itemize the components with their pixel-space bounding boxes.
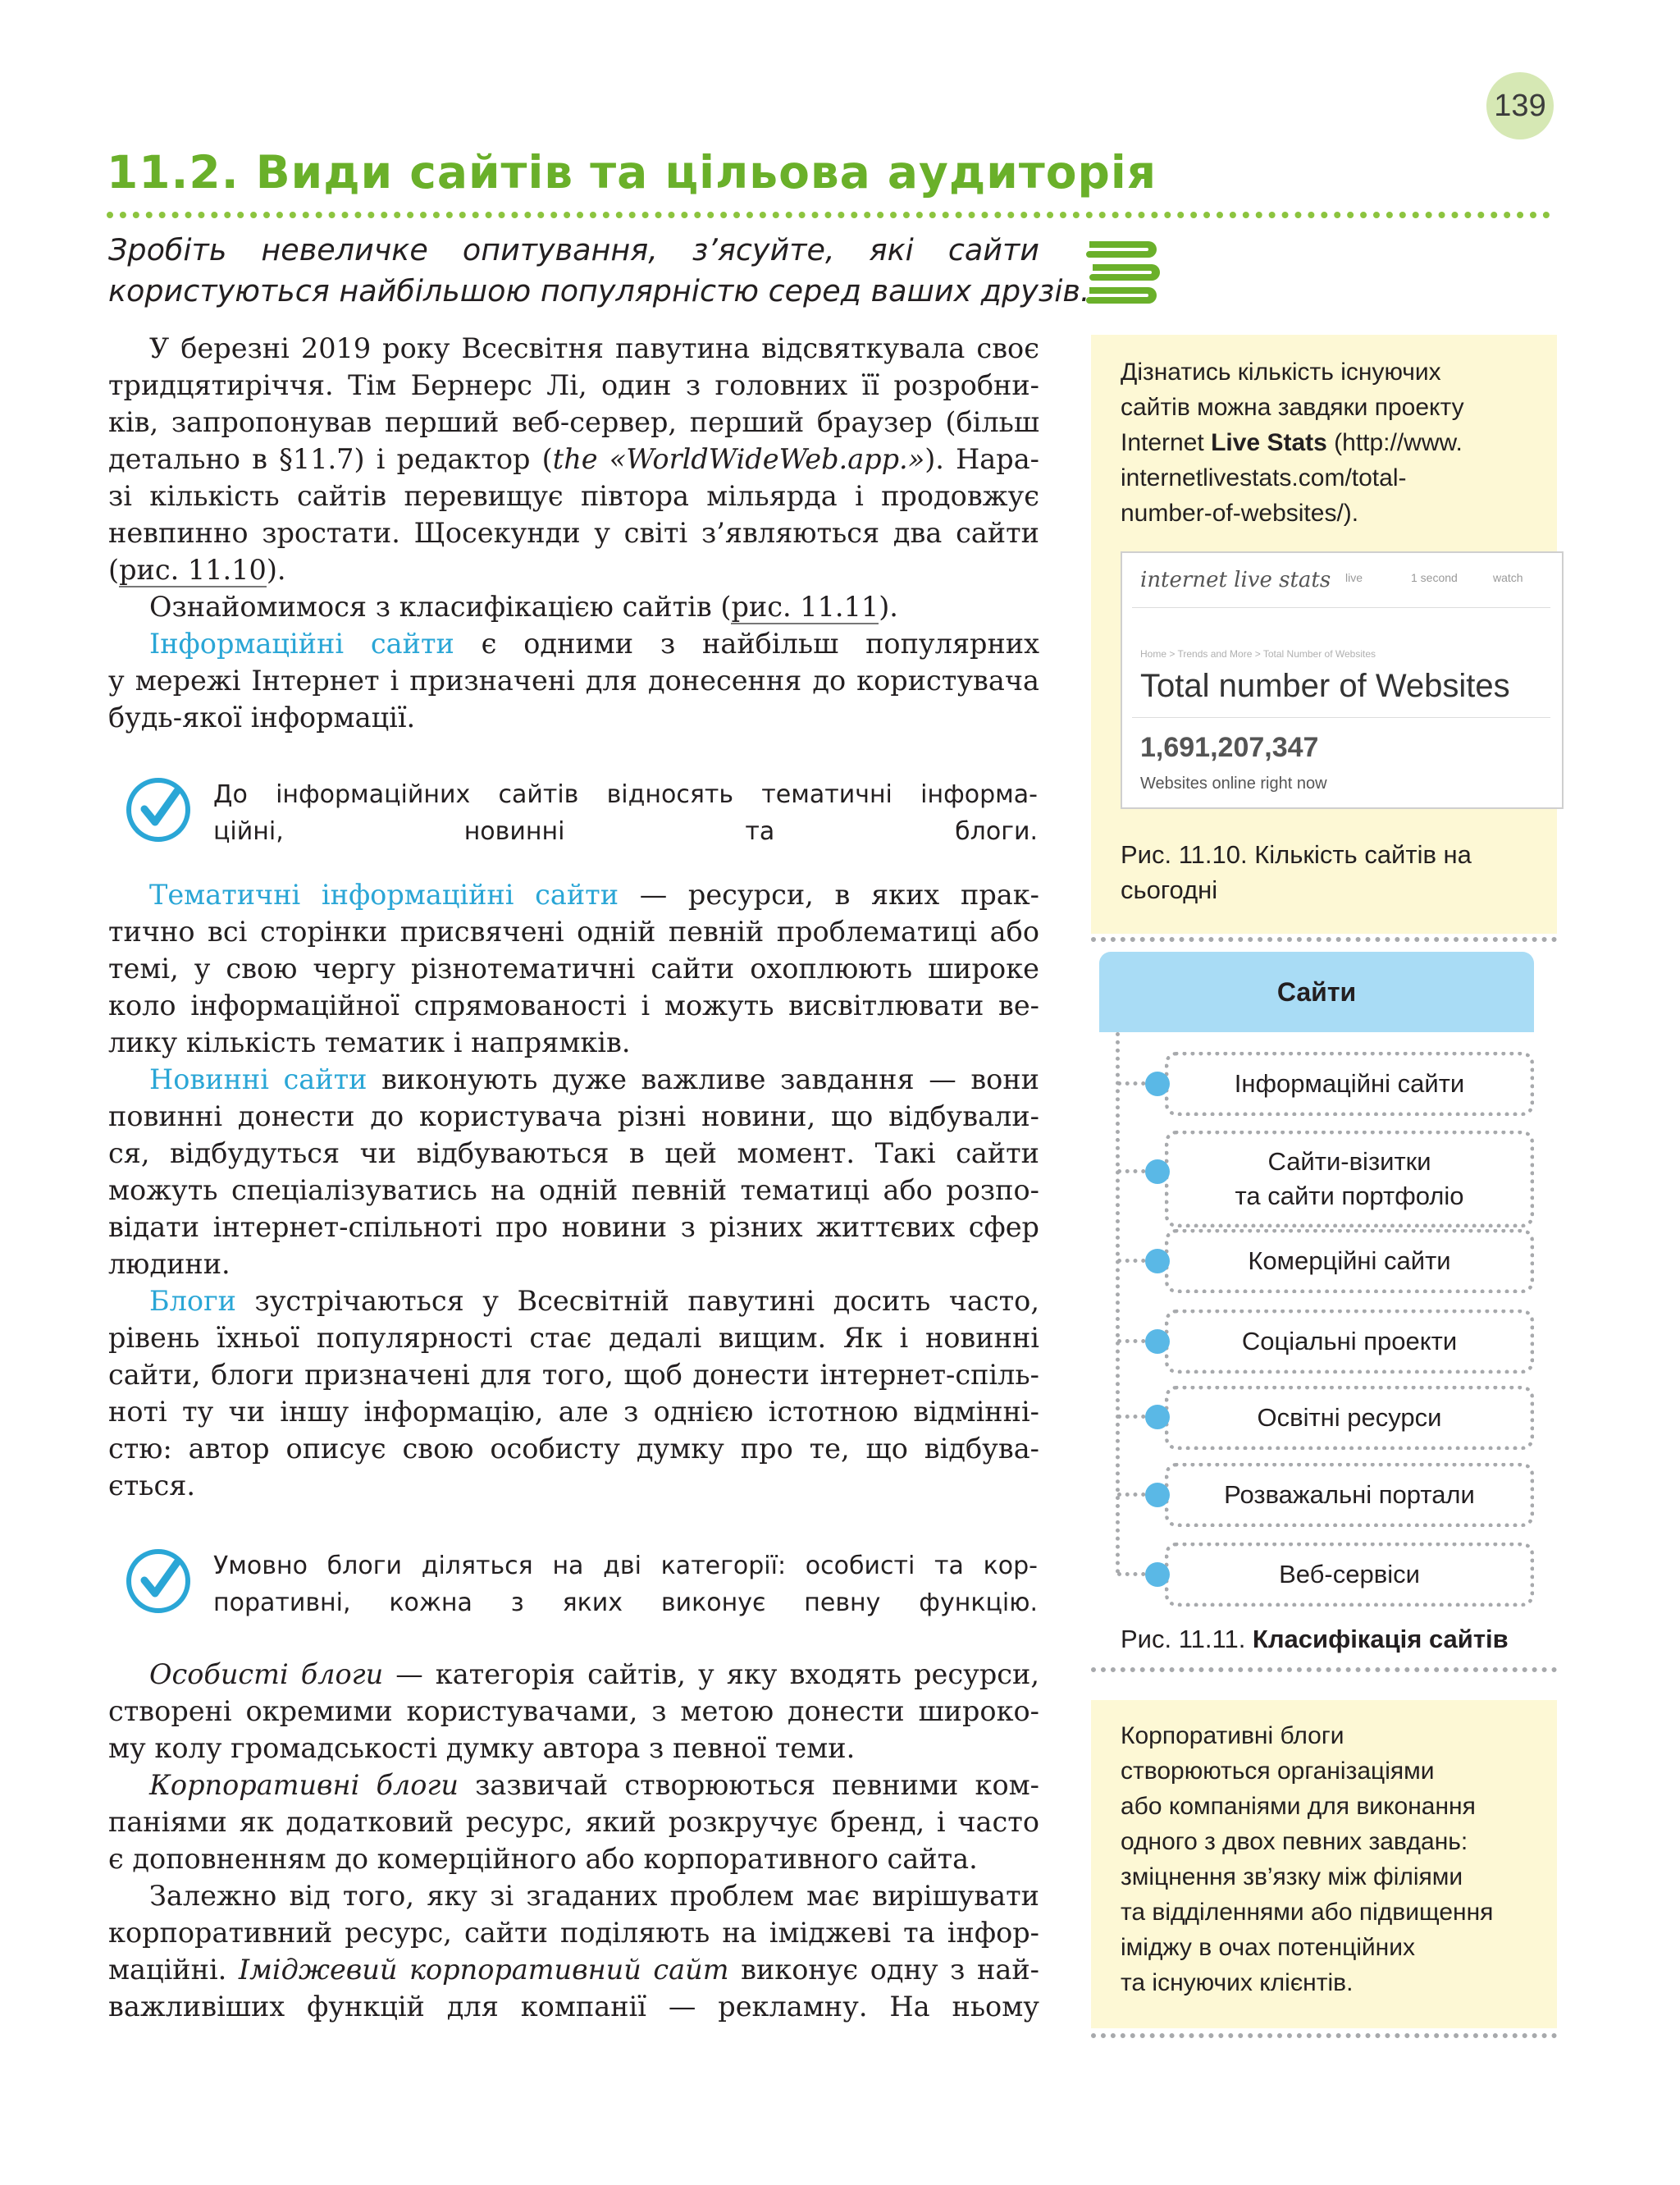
text-line xyxy=(108,1282,1039,1319)
books-icon xyxy=(1083,231,1165,313)
paragraph-info-sites xyxy=(108,625,1039,736)
text-line: коло інформаційної спрямованості і можуть висвітлювати ве- xyxy=(108,990,1039,1022)
text-span: ). xyxy=(879,591,898,623)
term-news-sites: Новинні сайти xyxy=(149,1063,368,1095)
term-info-sites: Інформаційні сайти xyxy=(149,628,454,660)
divider xyxy=(1132,607,1550,608)
text-line: тично всі сторінки присвячені одній певній проблематиці або xyxy=(108,916,1039,948)
figure-ref-1011[interactable]: рис. 11.11 xyxy=(731,591,879,623)
text-line: іміджу в очах потенційних xyxy=(1121,1934,1416,1961)
paragraph-personal-blogs xyxy=(108,1656,1039,1767)
text-line: темі, у свою чергу різнотематичні сайти охоплюють широке xyxy=(108,953,1039,985)
diagram-header: Сайти xyxy=(1099,952,1534,1032)
dotted-divider xyxy=(1091,937,1557,942)
text-line: важливіших функцій для компанії — рекламну. На ньому xyxy=(108,1991,1039,2023)
item-label: та сайти портфоліо xyxy=(1235,1182,1464,1210)
text-line: та існуючих клієнтів. xyxy=(1121,1969,1354,1996)
text-line: сайтів можна завдяки проекту xyxy=(1121,394,1464,421)
text-line: паніями як додатковий ресурс, який розкручує бренд, і часто xyxy=(108,1806,1039,1838)
text-line xyxy=(108,588,1039,625)
item-label: Освітні ресурси xyxy=(1257,1403,1442,1432)
diagram-bullet xyxy=(1145,1405,1170,1429)
text-span: — категорія сайтів, у яку входять ресурси, xyxy=(383,1658,1039,1690)
text-span: ). xyxy=(266,554,286,586)
text-line: Дізнатись кількість існуючих xyxy=(1121,359,1441,386)
text-line: Умовно блоги діляться на дві категорії: особисті та кор- xyxy=(213,1552,1038,1580)
text-span: ( xyxy=(108,554,120,586)
text-line: людини. xyxy=(108,1248,231,1280)
item-label: Комерційні сайти xyxy=(1248,1246,1451,1275)
text-line: сьогодні xyxy=(1121,875,1218,904)
intro-line: Зробіть невеличке опитування, з’ясуйте, які сайти xyxy=(108,232,1039,267)
dotted-divider xyxy=(1091,1667,1557,1672)
text-line: ків, запропонував перший веб-сервер, перший браузер (більш xyxy=(108,406,1039,438)
text-line: поративні, кожна з яких виконує певну функцію. xyxy=(213,1588,1038,1617)
stats-nav-live: live xyxy=(1345,571,1363,584)
item-label: Розважальні портали xyxy=(1224,1480,1475,1509)
paragraph-blogs xyxy=(108,1282,1039,1504)
text-span: (http://www. xyxy=(1326,429,1463,456)
figure-ref-1010[interactable]: рис. 11.10 xyxy=(119,554,267,586)
term-image-site: Іміджевий корпоративний сайт xyxy=(238,1954,729,1986)
text-line xyxy=(108,876,1039,913)
text-line: корпоративний ресурс, сайти поділяють на іміджеві та інфор- xyxy=(108,1917,1039,1949)
text-line xyxy=(108,1061,1039,1098)
note-text xyxy=(213,776,1038,850)
text-line: будь-якої інформації. xyxy=(108,702,416,734)
figure-caption-1010 xyxy=(1121,837,1547,907)
stats-caption: Websites online right now xyxy=(1140,775,1327,793)
item-label: Сайти-візитки xyxy=(1267,1147,1431,1176)
text-line: створюються організаціями xyxy=(1121,1758,1435,1785)
stats-nav-watch: watch xyxy=(1493,571,1523,584)
diagram-item-informational xyxy=(1165,1052,1534,1116)
item-label: Інформаційні сайти xyxy=(1234,1069,1465,1098)
text-line: му колу громадськості думку автора з певної теми. xyxy=(108,1732,856,1764)
text-line: ційні, новинні та блоги. xyxy=(213,817,1038,846)
side-note-corporate xyxy=(1121,1718,1547,2000)
diagram-item-commercial xyxy=(1165,1229,1534,1293)
divider xyxy=(1132,717,1550,718)
text-line: лику кількість тематик і напрямків. xyxy=(108,1026,631,1058)
diagram-item-entertainment xyxy=(1165,1463,1534,1527)
caption-title: Класифікація сайтів xyxy=(1252,1625,1509,1653)
diagram-bullet xyxy=(1145,1562,1170,1587)
text-line: ноті ту чи іншу інформацію, але з однією істотною відмінні- xyxy=(108,1396,1039,1428)
text-span: зазвичай створюються певними ком- xyxy=(458,1769,1039,1801)
paragraph-thematic xyxy=(108,876,1039,1061)
check-circle-icon xyxy=(125,776,192,843)
caption-prefix: Рис. 11.11. xyxy=(1121,1625,1253,1653)
diagram-bullet xyxy=(1145,1159,1170,1184)
text-line xyxy=(108,551,1039,588)
diagram-bullet xyxy=(1145,1249,1170,1273)
text-line xyxy=(1121,425,1547,460)
text-span: ). Нара- xyxy=(924,443,1039,475)
text-line: Корпоративні блоги xyxy=(1121,1722,1344,1749)
text-span: Internet xyxy=(1121,429,1212,456)
dotted-divider xyxy=(1091,2033,1557,2038)
url-line: number-of-websites/). xyxy=(1121,500,1359,527)
item-label: Веб-сервіси xyxy=(1279,1560,1420,1588)
diagram-item-business-card xyxy=(1165,1131,1534,1227)
text-line xyxy=(108,1767,1039,1803)
text-span: детально в §11.7) і редактор ( xyxy=(108,443,553,475)
text-line: зі кількість сайтів перевищує півтора мільярда і продовжує xyxy=(108,480,1039,512)
intro-task xyxy=(108,230,1090,312)
text-line: тридцятиріччя. Тім Бернерс Лі, один з головних її розробни- xyxy=(108,369,1039,401)
text-line: сайти, блоги призначені для того, щоб донести інтернет-спіль- xyxy=(108,1359,1039,1391)
stats-logo: internet live stats xyxy=(1140,568,1331,592)
text-line: у мережі Інтернет і призначені для донесення до користувача xyxy=(108,665,1039,697)
term-personal-blogs: Особисті блоги xyxy=(149,1658,384,1690)
bold-span: Live Stats xyxy=(1211,429,1327,456)
check-circle-icon xyxy=(125,1547,192,1615)
text-line: або компаніями для виконання xyxy=(1121,1793,1476,1820)
stats-screenshot xyxy=(1121,551,1564,809)
text-line xyxy=(108,625,1039,662)
text-line: є доповненням до комерційного або корпоративного сайта. xyxy=(108,1843,978,1875)
diagram-item-educational xyxy=(1165,1386,1534,1450)
text-span: Ознайомимося з класифікацією сайтів ( xyxy=(149,591,732,623)
term-thematic-sites: Тематичні інформаційні сайти xyxy=(149,879,619,911)
note-blog-categories xyxy=(125,1547,1038,1630)
text-line: Рис. 11.10. Кількість сайтів на xyxy=(1121,840,1472,869)
text-line xyxy=(108,1951,1039,1988)
page-number: 139 xyxy=(1486,72,1554,139)
note-text xyxy=(213,1547,1038,1621)
side-note-text xyxy=(1121,354,1547,531)
stats-nav-second: 1 second xyxy=(1411,571,1458,584)
text-line: створені окремими користувачами, з метою донести широко- xyxy=(108,1695,1039,1727)
italic-span: the «WorldWideWeb.app.» xyxy=(552,443,925,475)
text-line: рівень їхньої популярності стає дедалі вищим. Як і новинні xyxy=(108,1322,1039,1354)
text-line: ється. xyxy=(108,1470,196,1502)
paragraph-news xyxy=(108,1061,1039,1282)
section-title: 11.2. Види сайтів та цільова аудиторія xyxy=(107,146,1157,199)
text-line xyxy=(108,1656,1039,1693)
text-span: виконує одну з най- xyxy=(728,1954,1039,1986)
text-line: Залежно від того, яку зі згаданих проблем має вирішувати xyxy=(149,1880,1039,1912)
text-span: виконують дуже важливе завдання — вони xyxy=(367,1063,1040,1095)
text-line xyxy=(108,441,1039,478)
text-line: повинні донести до користувача різні новини, що відбували- xyxy=(108,1100,1039,1132)
text-line: можуть спеціалізуватись на одній певній тематиці або розпо- xyxy=(108,1174,1039,1206)
text-line: зміцнення зв’язку між філіями xyxy=(1121,1863,1463,1890)
text-line: стю: автор описує свою особисту думку про те, що відбува- xyxy=(108,1433,1039,1465)
term-blogs: Блоги xyxy=(149,1285,236,1317)
text-span: зустрічаються у Всесвітній павутині досить часто, xyxy=(235,1285,1039,1317)
stats-count: 1,691,207,347 xyxy=(1140,732,1319,763)
title-divider xyxy=(107,212,1550,218)
diagram-item-social xyxy=(1165,1310,1534,1374)
text-line: одного з двох певних завдань: xyxy=(1121,1828,1468,1855)
text-line: невпинно зростати. Щосекунди у світі з’являються два сайти xyxy=(108,517,1039,549)
diagram-bullet xyxy=(1145,1072,1170,1096)
text-line: У березні 2019 року Всесвітня павутина відсвяткувала своє xyxy=(149,332,1039,364)
intro-line: користуються найбільшою популярністю серед ваших друзів. xyxy=(108,273,1090,309)
text-span: — ресурси, в яких прак- xyxy=(619,879,1039,911)
url-line: internetlivestats.com/total- xyxy=(1121,464,1407,491)
item-label: Соціальні проекти xyxy=(1241,1327,1458,1355)
text-line: ся, відбудуться чи відбуваються в цей момент. Такі сайти xyxy=(108,1137,1039,1169)
diagram-bullet xyxy=(1145,1483,1170,1507)
text-span: маційні. xyxy=(108,1954,239,1986)
term-corporate-blogs: Корпоративні блоги xyxy=(149,1769,459,1801)
diagram-bullet xyxy=(1145,1329,1170,1354)
paragraph-image-sites xyxy=(108,1877,1039,2025)
figure-caption-1011 xyxy=(1121,1625,1509,1654)
paragraph-classification xyxy=(108,588,1039,625)
stats-breadcrumb: Home > Trends and More > Total Number of Websites xyxy=(1140,648,1376,660)
paragraph-corporate-blogs xyxy=(108,1767,1039,1877)
diagram-item-web-services xyxy=(1165,1543,1534,1607)
text-line: та відділеннями або підвищення xyxy=(1121,1899,1494,1926)
note-info-sites xyxy=(125,776,1038,858)
text-line: До інформаційних сайтів відносять тематичні інформа- xyxy=(213,780,1038,809)
text-span: є одними з найбільш популярних xyxy=(454,628,1040,660)
text-line: відати інтернет-спільноті про новини з різних життєвих сфер xyxy=(108,1211,1039,1243)
paragraph-intro-web xyxy=(108,330,1039,588)
stats-heading: Total number of Websites xyxy=(1140,668,1510,704)
